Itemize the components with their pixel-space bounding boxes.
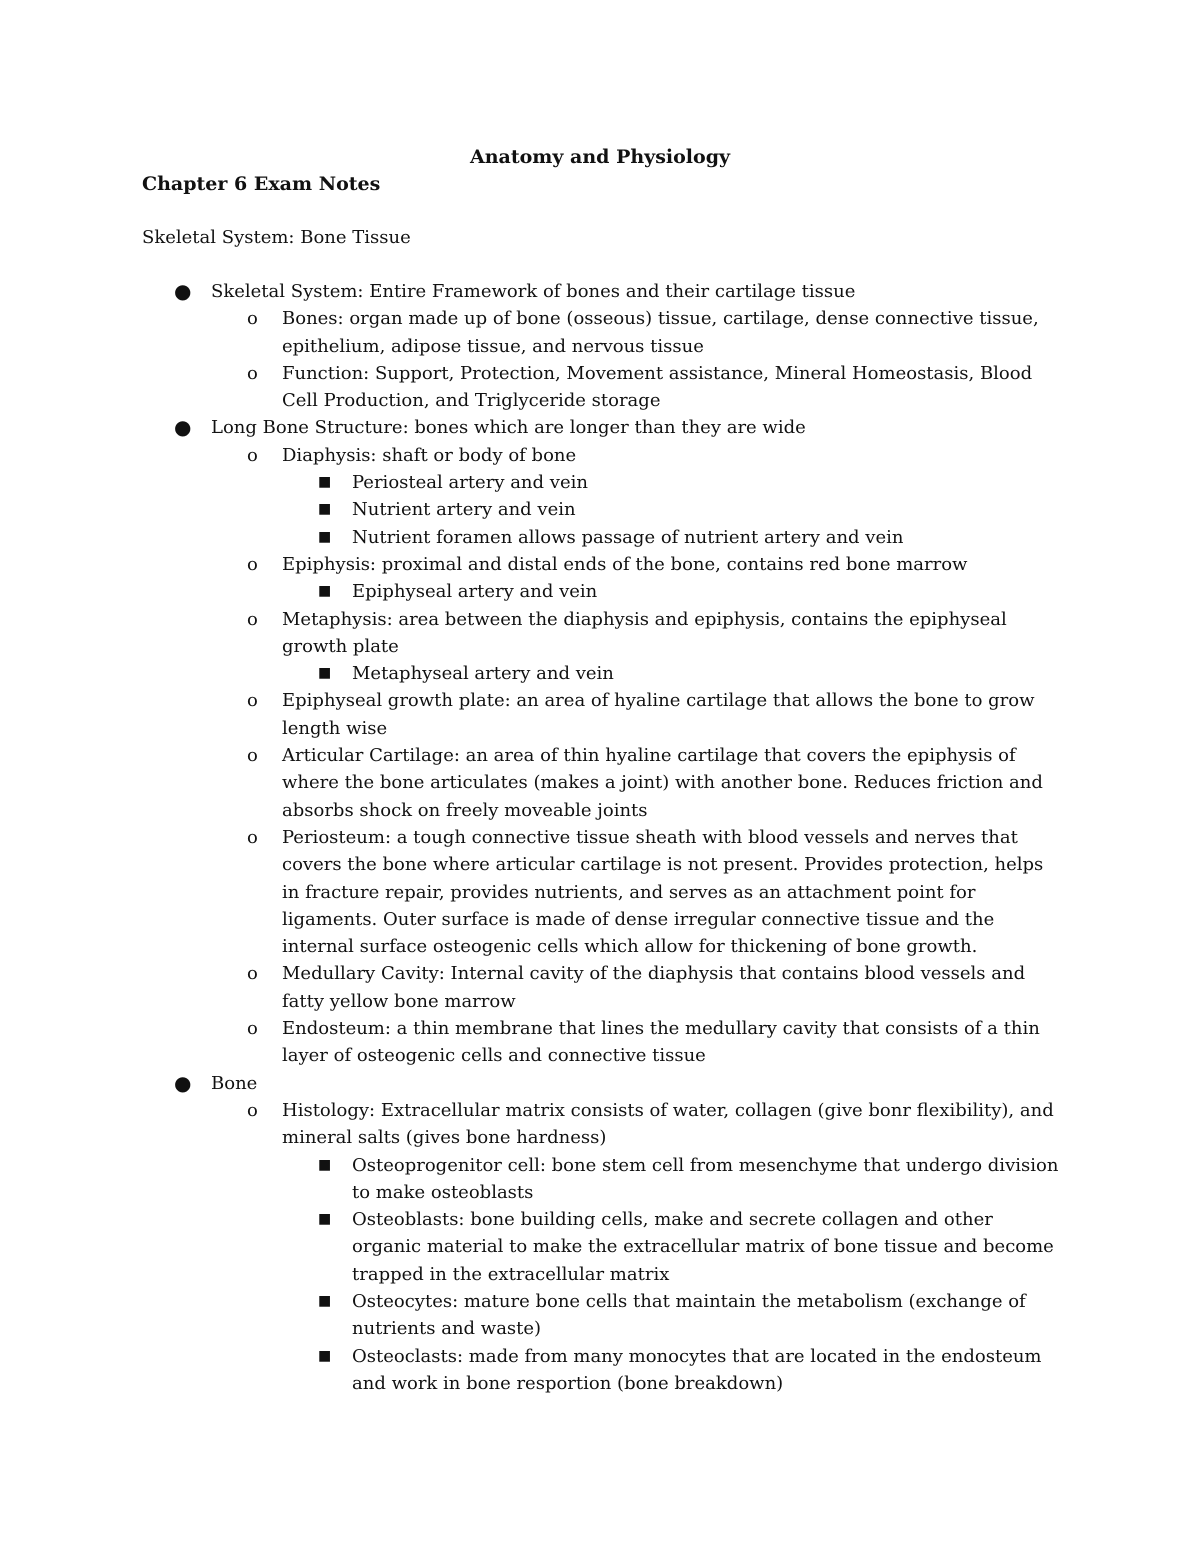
outline-item-text: Articular Cartilage: an area of thin hyaline cartilage that covers the epiphysis of where the bone articulates (makes a joint) with another bone. Reduces friction and absorbs shock on freely moveable joints (282, 745, 1043, 821)
bullet-marker: ■ (318, 474, 332, 491)
outline-item-text: Nutrient foramen allows passage of nutrient artery and vein (352, 526, 904, 548)
outline-item-text: Bones: organ made up of bone (osseous) tissue, cartilage, dense connective tissue, epithelium, adipose tissue, and nervous tissue (282, 308, 1039, 357)
bullet-marker: ■ (318, 665, 332, 682)
outline-item-text: Osteocytes: mature bone cells that maintain the metabolism (exchange of nutrients and waste) (352, 1290, 1026, 1340)
outline-item-level-2 (0, 1097, 1062, 1152)
outline-item-text: Epiphysis: proximal and distal ends of the bone, contains red bone marrow (282, 553, 968, 575)
outline-item-text: Osteoclasts: made from many monocytes that are located in the endosteum and work in bone resportion (bone breakdown) (352, 1345, 1042, 1394)
bullet-marker: o (247, 690, 258, 712)
bullet-marker: o (247, 362, 258, 384)
bullet-marker: o (247, 826, 258, 848)
bullet-marker: ■ (318, 1347, 332, 1364)
outline-item-text: Periosteum: a tough connective tissue sheath with blood vessels and nerves that covers the bone where articular cartilage is not present. Provides protection, helps in fracture repair, provides nutrients, and serves as an attachment point for ligaments. Outer surface is made of dense irregular connective tissue and the internal surface osteogenic cells which allow for thickening of bone growth. (282, 826, 1044, 958)
bullet-marker: ■ (318, 501, 332, 518)
outline-item-text: Long Bone Structure: bones which are longer than they are wide (211, 417, 806, 439)
outline-item-level-2 (0, 960, 1062, 1015)
outline-item-level-3 (0, 660, 1064, 687)
bullet-marker: o (247, 308, 258, 330)
bullet-marker: o (247, 608, 258, 630)
chapter-heading: Chapter 6 Exam Notes (142, 173, 381, 195)
outline-item-level-2 (0, 551, 1062, 578)
outline-item-text: Osteoblasts: bone building cells, make and secrete collagen and other organic material to make the extracellular matrix of bone tissue and become trapped in the extracellular matrix (352, 1209, 1054, 1285)
outline-item-level-3 (0, 1152, 1064, 1207)
outline-item-text: Histology: Extracellular matrix consists of water, collagen (give bonr flexibility), and mineral salts (gives bone hardness) (282, 1099, 1054, 1149)
outline-item-level-2 (0, 687, 1062, 742)
bullet-marker: ● (174, 1070, 192, 1095)
document-title: Anatomy and Physiology (469, 146, 731, 168)
bullet-marker: o (247, 745, 258, 767)
outline-item-level-2 (0, 442, 1062, 469)
outline-item-level-2 (0, 742, 1062, 824)
outline-item-text: Medullary Cavity: Internal cavity of the diaphysis that contains blood vessels and fatty yellow bone marrow (282, 963, 1026, 1012)
outline-item-text: Epiphyseal artery and vein (352, 581, 598, 603)
bullet-marker: o (247, 444, 258, 466)
outline-item-level-1 (0, 414, 1071, 441)
outline-item-level-1 (0, 1070, 1071, 1097)
bullet-marker: o (247, 1018, 258, 1040)
outline-item-level-3 (0, 469, 1064, 496)
outline-item-text: Epiphyseal growth plate: an area of hyaline cartilage that allows the bone to grow length wise (282, 690, 1035, 739)
outline-item-text: Bone (211, 1072, 258, 1094)
bullet-marker: ● (174, 279, 192, 303)
outline-item-level-2 (0, 305, 1062, 360)
outline-item-level-1 (0, 278, 1071, 305)
outline-item-text: Metaphysis: area between the diaphysis and epiphysis, contains the epiphyseal growth plate (282, 608, 1007, 657)
outline-item-text: Periosteal artery and vein (352, 472, 588, 494)
outline-item-text: Osteoprogenitor cell: bone stem cell from mesenchyme that undergo division to make osteoblasts (352, 1154, 1059, 1203)
outline-item-level-3 (0, 1343, 1064, 1398)
bullet-marker: o (247, 1099, 258, 1121)
outline-item-level-2 (0, 1015, 1062, 1070)
outline-item-text: Diaphysis: shaft or body of bone (282, 444, 577, 466)
bullet-marker: o (247, 553, 258, 575)
outline-item-level-3 (0, 1206, 1064, 1288)
bullet-marker: ■ (318, 1211, 332, 1228)
outline-item-level-2 (0, 606, 1062, 661)
outline-item-level-3 (0, 524, 1064, 551)
bullet-marker: ■ (318, 1292, 332, 1309)
bullet-marker: ■ (318, 1156, 332, 1173)
outline-item-level-2 (0, 824, 1062, 960)
outline-item-level-2 (0, 360, 1062, 415)
outline-item-text: Endosteum: a thin membrane that lines the medullary cavity that consists of a thin layer of osteogenic cells and connective tissue (282, 1018, 1040, 1067)
bullet-marker: ■ (318, 528, 332, 545)
outline-item-text: Metaphyseal artery and vein (352, 663, 614, 685)
outline-item-text: Skeletal System: Entire Framework of bones and their cartilage tissue (211, 281, 856, 302)
outline-item-level-3 (0, 1288, 1064, 1343)
notes-outline (0, 278, 1200, 1397)
outline-item-text: Function: Support, Protection, Movement assistance, Mineral Homeostasis, Blood Cell Production, and Triglyceride storage (282, 362, 1033, 412)
bullet-marker: o (247, 963, 258, 985)
outline-item-text: Nutrient artery and vein (352, 499, 576, 521)
outline-item-level-3 (0, 496, 1064, 523)
outline-item-level-3 (0, 578, 1064, 605)
bullet-marker: ● (174, 415, 192, 440)
section-heading: Skeletal System: Bone Tissue (142, 227, 411, 248)
bullet-marker: ■ (318, 583, 332, 600)
